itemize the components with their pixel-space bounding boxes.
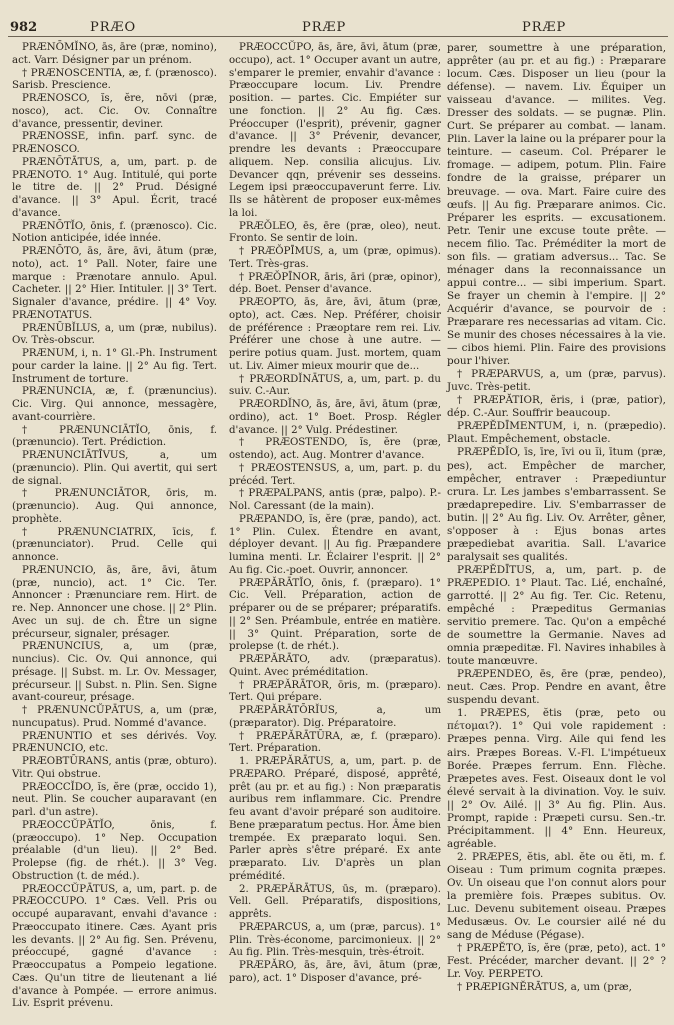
dictionary-entry: † PRÆPĔTO, ĭs, ĕre (præ, peto), act. 1° Fest. Précéder, marcher devant. || 2° ? Lr. Voy. PERPETO. bbox=[447, 942, 666, 981]
dictionary-entry: PRÆNUNCIUS, a, um (præ, nuncius). Cic. Ov. Qui annonce, qui présage. || Subst. m. Lr. Ov. Messager, précurseur. || Subst. n. Plin. Sen. Signe avant-coureur, présage. bbox=[12, 641, 217, 704]
dictionary-entry: PRÆNŌTĬO, ōnis, f. (prænosco). Cic. Notion anticipée, idée innée. bbox=[12, 220, 217, 245]
dictionary-entry: 2. PRÆPĂRĀTUS, ūs, m. (præparo). Vell. Gell. Préparatifs, dispositions, apprêts. bbox=[229, 883, 441, 920]
dictionary-entry: † PRÆPĂTIOR, ĕris, i (præ, patior), dép. C.-Aur. Souffrir beaucoup. bbox=[447, 394, 666, 420]
dictionary-entry: PRÆNŌTĀTUS, a, um, part. p. de PRÆNOTO. 1° Aug. Intitulé, qui porte le titre de. || 2° Prud. Désigné d'avance. || 3° Apul. Écrit, tracé d'avance. bbox=[12, 156, 217, 219]
dictionary-entry: † PRÆNUNCIATRIX, īcis, f. (prænunciator). Prud. Celle qui annonce. bbox=[12, 526, 217, 563]
column-left bbox=[12, 42, 217, 1011]
dictionary-entry: PRÆNUNCIA, æ, f. (prænuncius). Cic. Virg. Qui annonce, messagère, avant-courrière. bbox=[12, 386, 217, 423]
dictionary-entry: PRÆPĂRĀTO, adv. (præparatus). Quint. Avec préméditation. bbox=[229, 654, 441, 678]
dictionary-entry: † PRÆOSTENDO, ĭs, ĕre (præ, ostendo), act. Aug. Montrer d'avance. bbox=[229, 437, 441, 461]
dictionary-entry: PRÆOCCĬDO, ĭs, ĕre (præ, occido 1), neut. Plin. Se coucher auparavant (en parl. d'un astre). bbox=[12, 781, 217, 818]
right-running-title: PRÆP bbox=[522, 20, 567, 35]
dictionary-entry: PRÆNUM, i, n. 1° Gl.-Ph. Instrument pour carder la laine. || 2° Au fig. Tert. Instrument de torture. bbox=[12, 348, 217, 385]
dictionary-entry: † PRÆNUNCŬPĀTUS, a, um (præ, nuncupatus). Prud. Nommé d'avance. bbox=[12, 705, 217, 729]
dictionary-entry: PRÆNŪBĬLUS, a, um (præ, nubilus). Ov. Très-obscur. bbox=[12, 322, 217, 347]
dictionary-entry: PRÆPĔDĪTUS, a, um, part. p. de PRÆPEDIO. 1° Plaut. Tac. Lié, enchaîné, garrotté. || 2° Au fig. Ter. Cic. Retenu, empêché : Præpeditus Germanias servitio premere. Tac. Qu'on a empêché de soumettre la Germanie. Naves ad omnia præpeditæ. Fl. Navires inhabiles à toute manœuvre. bbox=[447, 563, 666, 668]
dictionary-entry: † PRÆPĂRĀTOR, ōris, m. (præparo). Tert. Qui prépare. bbox=[229, 679, 441, 704]
dictionary-entry: PRÆNOSSE, infin. parf. sync. de PRÆNOSCO. bbox=[12, 131, 217, 155]
dictionary-entry: PRÆNUNTIO et ses dérivés. Voy. PRÆNUNCIO, etc. bbox=[12, 730, 217, 755]
header-rule bbox=[8, 36, 668, 37]
dictionary-entry: 1. PRÆPES, ĕtis (præ, peto ou πέτομαι?). 1° Qui vole rapidement : Præpes penna. Virg. Aile qui fend les airs. Præpes Boreas. V.-Fl. L'impétueux Borée. Præpes ferrum. Enn. Flèche. Præpetes aves. Fest. Oiseaux dont le vol élevé servait à la divination. Voy. le suiv. || 2° Ov. Ailé. || 3° Au fig. Plin. Aus. Prompt, rapide : Præpeti cursu. Sen.-tr. Précipitamment. || 4° Enn. Heureux, agréable. bbox=[447, 707, 666, 850]
dictionary-entry: PRÆNŌTO, ās, āre, āvi, ātum (præ, noto), act. 1° Pall. Noter, faire une marque : Prænotare annulo. Apul. Cacheter. || 2° Hier. Intituler. || 3° Tert. Signaler d'avance, prédire. || 4° Voy. PRÆNOTATUS. bbox=[12, 246, 217, 321]
column-right bbox=[447, 42, 666, 994]
dictionary-entry: PRÆPĔDĬO, īs, īre, īvi ou ĭi, ītum (præ, pes), act. Empêcher de marcher, empêcher, entraver : Præpediuntur crura. Lr. Les jambes s'embarrassent. Se prædaprepedire. Liv. S'embarrasser de butin. || 2° Au fig. Liv. Ov. Arrêter, gêner, s'opposer à : Ejus bonas artes præpediebat avaritia. Sall. L'avarice paralysait ses qualités. bbox=[447, 446, 666, 563]
dictionary-entry: † PRÆPIGNĔRĀTUS, a, um (præ, bbox=[457, 981, 632, 994]
dictionary-entry: † PRÆPĂRĀTŪRA, æ, f. (præparo). Tert. Préparation. bbox=[229, 730, 441, 755]
page-number: 982 bbox=[10, 20, 38, 35]
dictionary-entry: † PRÆNOSCENTIA, æ, f. (prænosco). Sarisb. Prescience. bbox=[12, 67, 217, 92]
dictionary-entry: † PRÆORDĬNĀTUS, a, um, part. p. du suiv. C.-Aur. bbox=[229, 373, 441, 398]
dictionary-entry: PRÆNOSCO, ĭs, ĕre, nōvi (præ, nosco), act. Cic. Ov. Connaître d'avance, pressentir, deviner. bbox=[12, 93, 217, 130]
dictionary-entry: PRÆNŌMĬNO, ās, āre (præ, nomino), act. Varr. Désigner par un prénom. bbox=[12, 42, 217, 66]
dictionary-entry: † PRÆPALPANS, antis (præ, palpo). P.-Nol. Caressant (de la main). bbox=[229, 488, 441, 512]
dictionary-entry: PRÆPĂRĀTĬO, ōnis, f. (præparo). 1° Cic. Vell. Préparation, action de préparer ou de se préparer; préparatifs. || 2° Sen. Préambule, entrée en matière. || 3° Quint. Préparation, sorte de prolepse (t. de rhét.). bbox=[229, 577, 441, 653]
dictionary-entry: PRÆOCCŬPĀTĬO, ōnis, f. (præoccupo). 1° Nep. Occupation préalable (d'un lieu). || 2° Bed. Prolepse (fig. de rhét.). || 3° Veg. Obstruction (t. de méd.). bbox=[12, 819, 217, 882]
dictionary-entry: PRÆŎLEO, ēs, ēre (præ, oleo), neut. Fronto. Se sentir de loin. bbox=[229, 220, 441, 245]
dictionary-entry: PRÆPENDEO, ēs, ēre (præ, pendeo), neut. Cæs. Prop. Pendre en avant, être suspendu devant. bbox=[447, 668, 666, 707]
dictionary-entry: † PRÆŎPĪNOR, āris, āri (præ, opinor), dép. Boet. Penser d'avance. bbox=[229, 271, 441, 296]
dictionary-entry: PRÆNUNCIĀTĪVUS, a, um (prænuncio). Plin. Qui avertit, qui sert de signal. bbox=[12, 450, 217, 487]
dictionary-entry: PRÆNUNCIO, ās, āre, āvi, ātum (præ, nuncio), act. 1° Cic. Ter. Annoncer : Prænunciare rem. Hirt. de re. Nep. Annoncer une chose. || 2° Plin. Avec un suj. de ch. Être un signe précurseur, signaler, présager. bbox=[12, 564, 217, 640]
dictionary-entry: PRÆOBTŪRANS, antis (præ, obturo). Vitr. Qui obstrue. bbox=[12, 756, 217, 780]
dictionary-entry: PRÆPANDO, ĭs, ĕre (præ, pando), act. 1° Plin. Culex. Étendre en avant, déployer devant. || Au fig. Præpandere lumina menti. Lr. Éclairer l'esprit. || 2° Au fig. Cic.-poet. Ouvrir, annoncer. bbox=[229, 513, 441, 576]
dictionary-entry: PRÆPĔDĪMENTUM, i, n. (præpedio). Plaut. Empêchement, obstacle. bbox=[447, 420, 666, 446]
dictionary-entry: 2. PRÆPES, ĕtis, abl. ĕte ou ĕti, m. f. Oiseau : Tum primum cognita præpes. Ov. Un oiseau que l'on connut alors pour la première fois. Præpes subitus. Ov. Luc. Devenu subitement oiseau. Præpes Medusæus. Ov. Le coursier ailé né du sang de Méduse (Pégase). bbox=[447, 850, 666, 942]
dictionary-entry: † PRÆPARVUS, a, um (præ, parvus). Juvc. Très-petit. bbox=[447, 368, 666, 394]
dictionary-entry: 1. PRÆPĂRĀTUS, a, um, part. p. de PRÆPARO. Préparé, disposé, apprêté, prêt (au pr. et au fig.) : Non præparatis auribus rem inflammare. Cic. Prendre feu avant d'avoir préparé son auditoire. Bene præparatum pectus. Hor. Âme bien trempée. Ex præparato loqui. Sen. Parler après s'être préparé. Ex ante præparato. Liv. D'après un plan prémédité. bbox=[229, 756, 441, 882]
dictionary-entry: † PRÆNUNCIĀTĬO, ōnis, f. (prænuncio). Tert. Prédiction. bbox=[12, 424, 217, 449]
dictionary-entry: PRÆOCCŬPO, ās, āre, āvi, ātum (præ, occupo), act. 1° Occuper avant un autre, s'emparer le premier, envahir d'avance : Præoccupare locum. Liv. Prendre position. — partes. Cic. Empiéter sur une fonction. || 2° Au fig. Cæs. Préoccuper (l'esprit), prévenir, gagner d'avance. || 3° Prévenir, devancer, prendre les devants : Præoccupare aliquem. Nep. consilia alicujus. Liv. Devancer qqn, prévenir ses desseins. Legem ipsi præoccupaverunt ferre. Liv. Ils se hâtèrent de proposer eux-mêmes la loi. bbox=[229, 42, 441, 219]
left-running-title: PRÆO bbox=[90, 20, 137, 35]
dictionary-entry: parer, soumettre à une préparation, apprêter (au pr. et au fig.) : Præparare locum. Cæs. Disposer un lieu (pour la défense). — navem. Liv. Équiper un vaisseau d'avance. — milites. Veg. Dresser des soldats. — se pugnæ. Plin. Curt. Se préparer au combat. — lanam. Plin. Laver la laine ou la préparer pour la teinture. — caseum. Col. Préparer le fromage. — adipem, potum. Plin. Faire fondre de la graisse, préparer un breuvage. — ova. Mart. Faire cuire des œufs. || Au fig. Præparare animos. Cic. Préparer les esprits. — excusationem. Petr. Tenir une excuse toute prête. — necem filio. Tac. Préméditer la mort de son fils. — gratiam adversus... Tac. Se ménager dans la reconnaissance un appui contre... — sibi imperium. Spart. Se frayer un chemin à l'empire. || 2° Acquérir d'avance, se pourvoir de : Præparare res necessarias ad vitam. Cic. Se munir des choses nécessaires à la vie. — cibos hiemi. Plin. Faire des provisions pour l'hiver. bbox=[447, 42, 666, 368]
dictionary-entry: PRÆPĂRO, ās, āre, āvi, ātum (præ, paro), act. 1° Disposer d'avance, pré- bbox=[229, 960, 441, 984]
dictionary-entry: † PRÆNUNCIĀTOR, ōris, m. (prænuncio). Aug. Qui annonce, prophète. bbox=[12, 488, 217, 525]
dictionary-entry: PRÆORDĬNO, ās, āre, āvi, ātum (præ, ordino), act. 1° Boet. Prosp. Régler d'avance. || 2° Vulg. Prédestiner. bbox=[229, 399, 441, 436]
dictionary-entry: PRÆOCCŬPĀTUS, a, um, part. p. de PRÆOCCUPO. 1° Cæs. Vell. Pris ou occupé auparavant, envahi d'avance : Præoccupato itinere. Cæs. Ayant pris les devants. || 2° Au fig. Sen. Prévenu, préoccupé, gagné d'avance : Præoccupatus a Pompeio legatione. Cæs. Qu'un titre de lieutenant a lié d'avance à Pompée. — errore animus. Liv. Esprit prévenu. bbox=[12, 883, 217, 1010]
dictionary-entry: PRÆPARCUS, a, um (præ, parcus). 1° Plin. Très-économe, parcimonieux. || 2° Au fig. Plin. Très-mesquin, très-étroit. bbox=[229, 921, 441, 959]
dictionary-entry: † PRÆŎPĪMUS, a, um (præ, opimus). Tert. Très-gras. bbox=[229, 246, 441, 270]
dictionary-entry: † PRÆOSTENSUS, a, um, part. p. du précéd. Tert. bbox=[229, 462, 441, 487]
column-middle bbox=[229, 42, 441, 986]
center-running-title: PRÆP bbox=[302, 20, 347, 35]
dictionary-entry: PRÆPĂRĀTŌRĬUS, a, um (præparator). Dig. Préparatoire. bbox=[229, 705, 441, 729]
dictionary-entry: PRÆOPTO, ās, āre, āvi, ātum (præ, opto), act. Cæs. Nep. Préférer, choisir de préférence : Præoptare rem rei. Liv. Préférer une chose à une autre. — perire potius quam. Just. mortem, quam ut. Liv. Aimer mieux mourir que de... bbox=[229, 297, 441, 372]
